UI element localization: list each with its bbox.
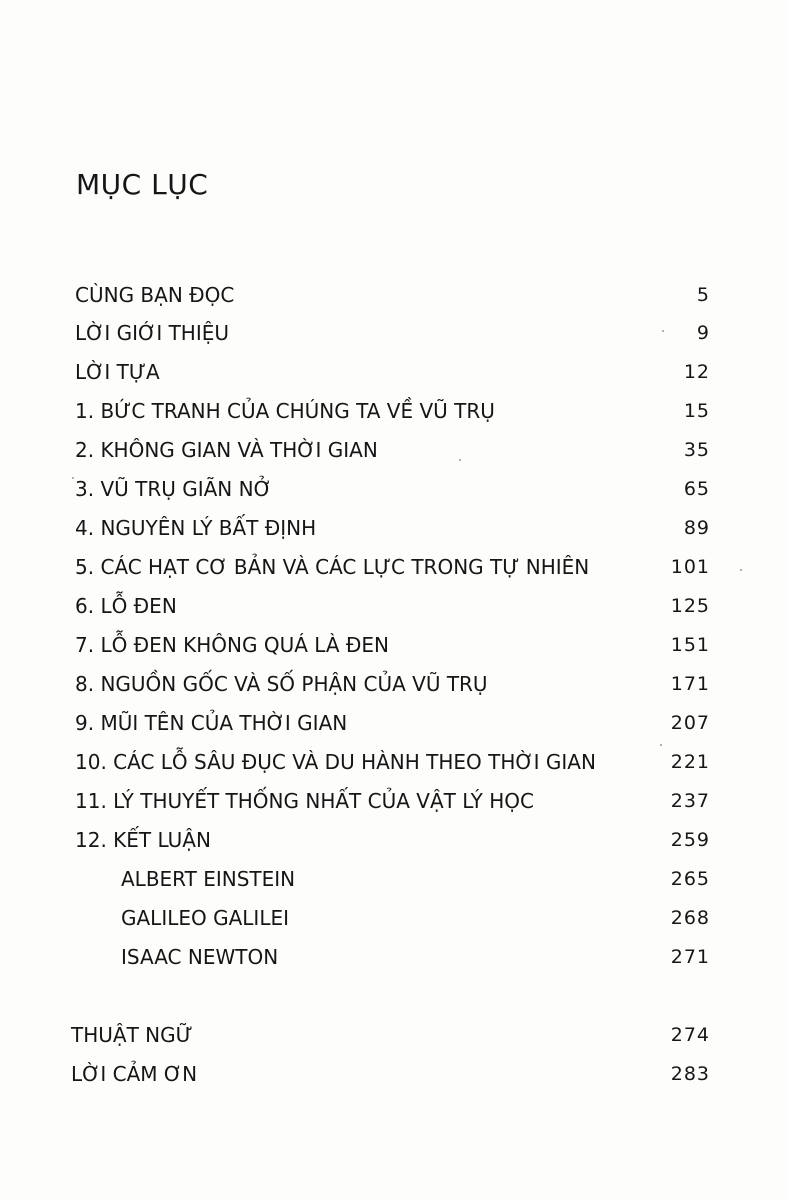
toc-entry	[0, 396, 787, 426]
toc-entry-title: 8. NGUỒN GỐC VÀ SỐ PHẬN CỦA VŨ TRỤ	[75, 672, 488, 696]
toc-entry-title: 9. MŨI TÊN CỦA THỜI GIAN	[75, 711, 348, 735]
toc-subentry	[0, 903, 787, 933]
toc-entry	[0, 357, 787, 387]
toc-entry-page: 237	[670, 790, 710, 812]
toc-subentry	[0, 864, 787, 894]
toc-entry-page: 151	[670, 634, 710, 656]
toc-entry	[0, 1059, 787, 1089]
toc-entry-title: 11. LÝ THUYẾT THỐNG NHẤT CỦA VẬT LÝ HỌC	[75, 789, 535, 813]
toc-entry-page: 221	[670, 751, 710, 773]
toc-entry	[0, 747, 787, 777]
toc-entry-title: THUẬT NGỮ	[71, 1023, 193, 1047]
page-title: MỤC LỤC	[76, 168, 209, 201]
toc-entry-title: 5. CÁC HẠT CƠ BẢN VÀ CÁC LỰC TRONG TỰ NHIÊN	[75, 555, 590, 579]
toc-entry-page: 125	[670, 595, 710, 617]
scan-speck	[660, 744, 662, 746]
toc-entry-title: 6. LỖ ĐEN	[75, 594, 177, 618]
toc-entry-page: 259	[670, 829, 710, 851]
toc-entry	[0, 591, 787, 621]
toc-entry-page: 265	[670, 868, 710, 890]
toc-entry-title: LỜI TỰA	[75, 360, 160, 384]
toc-entry-title: GALILEO GALILEI	[121, 906, 289, 930]
toc-entry-title: 12. KẾT LUẬN	[75, 828, 211, 852]
toc-entry-page: 5	[696, 284, 710, 306]
toc-entry-title: ISAAC NEWTON	[121, 945, 279, 969]
toc-entry	[0, 669, 787, 699]
toc-entry	[0, 435, 787, 465]
toc-entry-page: 283	[670, 1063, 710, 1085]
toc-subentry	[0, 942, 787, 972]
toc-entry	[0, 786, 787, 816]
toc-entry-title: 2. KHÔNG GIAN VÀ THỜI GIAN	[75, 438, 378, 462]
toc-entry	[0, 708, 787, 738]
toc-entry-page: 65	[683, 478, 710, 500]
toc-entry-page: 9	[696, 322, 710, 344]
toc-entry-page: 101	[670, 556, 710, 578]
toc-entry-page: 15	[683, 400, 710, 422]
toc-entry-title: ALBERT EINSTEIN	[121, 867, 296, 891]
toc-entry-title: 3. VŨ TRỤ GIÃN NỞ	[75, 477, 272, 501]
toc-entry-title: 10. CÁC LỖ SÂU ĐỤC VÀ DU HÀNH THEO THỜI GIAN	[75, 750, 596, 774]
toc-entry	[0, 630, 787, 660]
scan-speck	[459, 459, 461, 461]
toc-entry-page: 207	[670, 712, 710, 734]
toc-entry	[0, 280, 787, 310]
toc-entry	[0, 552, 787, 582]
toc-entry-title: 7. LỖ ĐEN KHÔNG QUÁ LÀ ĐEN	[75, 633, 390, 657]
toc-entry-title: CÙNG BẠN ĐỌC	[75, 283, 235, 307]
toc-entry	[0, 513, 787, 543]
toc-entry-page: 271	[670, 946, 710, 968]
toc-entry-page: 12	[683, 361, 710, 383]
toc-entry-page: 35	[683, 439, 710, 461]
toc-entry-page: 89	[683, 517, 710, 539]
toc-entry-page: 171	[670, 673, 710, 695]
scan-speck	[72, 477, 74, 479]
toc-entry	[0, 474, 787, 504]
toc-entry-title: 4. NGUYÊN LÝ BẤT ĐỊNH	[75, 516, 317, 540]
toc-entry	[0, 1020, 787, 1050]
toc-entry-title: LỜI CẢM ƠN	[71, 1062, 198, 1086]
toc-entry-title: 1. BỨC TRANH CỦA CHÚNG TA VỀ VŨ TRỤ	[75, 399, 495, 423]
toc-entry-page: 274	[670, 1024, 710, 1046]
toc-entry	[0, 318, 787, 348]
toc-entry	[0, 825, 787, 855]
scan-speck	[740, 569, 742, 571]
toc-entry-title: LỜI GIỚI THIỆU	[75, 321, 230, 345]
scan-speck	[662, 330, 664, 332]
toc-entry-page: 268	[670, 907, 710, 929]
